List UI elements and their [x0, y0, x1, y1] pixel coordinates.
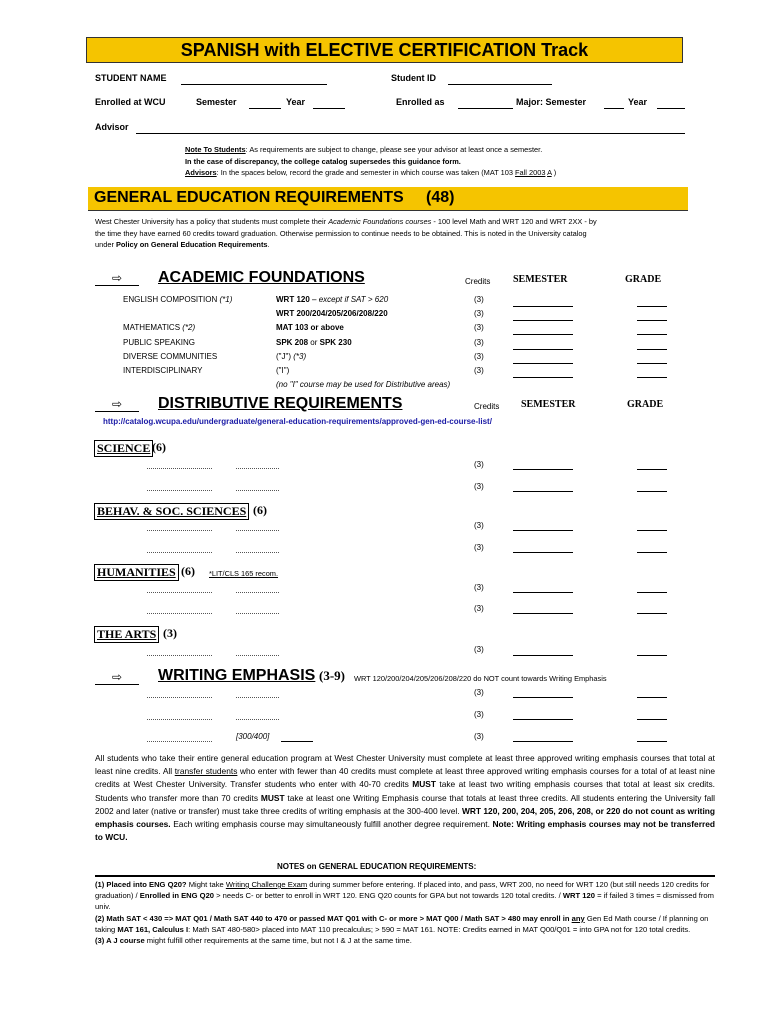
academic-semester-header: SEMESTER	[513, 274, 568, 285]
humanities-credits: (6)	[181, 564, 195, 578]
semester-field[interactable]	[249, 108, 281, 109]
semester-label: Semester	[196, 97, 237, 107]
semester-field[interactable]	[513, 363, 573, 364]
note-2-text: : Math SAT 480-580> placed into MAT 110 precalculus; > 590 = MAT 161. NOTE: Credits earned in MAT Q00/Q01 = into GPA not for 120 total credits.	[188, 924, 691, 934]
note-1-bold: Enrolled in ENG Q20	[139, 891, 215, 901]
writing-level: [300/400]	[236, 732, 270, 741]
semester-field[interactable]	[513, 306, 573, 307]
credits-value: (3)	[474, 710, 484, 719]
grade-field[interactable]	[637, 530, 667, 531]
note-2-any: any	[571, 913, 585, 923]
course-name: SPK 208	[276, 338, 309, 347]
credits-value: (3)	[474, 732, 484, 741]
semester-field[interactable]	[513, 719, 573, 720]
writing-emphasis-paragraph	[95, 752, 715, 844]
note-2-bold: MAT 161, Calculus I	[117, 924, 189, 934]
academic-row-course	[276, 352, 306, 361]
grade-field[interactable]	[637, 719, 667, 720]
gen-ed-credits: (48)	[426, 189, 455, 206]
arrow-right-icon: ⇨	[95, 670, 139, 685]
para-text: All students who take their entire general education program at West Chester University must complete at least three approved writing emphasis courses that total at least nine credits. All	[95, 753, 715, 777]
student-id-label: Student ID	[391, 73, 436, 83]
humanities-note-text: *LIT/CLS 165 recom.	[209, 569, 279, 578]
policy-under: under	[95, 240, 116, 249]
semester-field[interactable]	[513, 613, 573, 614]
major-semester-label: Major: Semester	[516, 97, 587, 107]
major-semester-field[interactable]	[604, 108, 624, 109]
semester-field[interactable]	[513, 741, 573, 742]
note-to-students-label: Note To Students	[185, 145, 246, 154]
major-year-label: Year	[628, 97, 648, 107]
academic-row-course: MAT 103 or above	[276, 323, 344, 332]
policy-text-a: West Chester University has a policy that students must complete their	[95, 217, 329, 226]
credits-value: (3)	[474, 604, 484, 613]
advisors-text: : In the spaces below, record the grade and semester in which course was taken (MAT 103	[216, 168, 513, 177]
humanities-text: HUMANITIES	[97, 565, 176, 579]
science-text: SCIENCE	[97, 441, 151, 455]
para-transfer: transfer students	[174, 766, 238, 777]
grade-field[interactable]	[637, 741, 667, 742]
writing-emphasis-title: WRITING EMPHASIS	[158, 667, 316, 684]
advisors-close: )	[553, 168, 557, 177]
grade-field[interactable]	[637, 377, 667, 378]
policy-name: Policy on General Education Requirements	[115, 240, 268, 249]
grade-field[interactable]	[637, 697, 667, 698]
policy-text-c: - 100 level Math and WRT 120 and WRT 2XX - by	[431, 217, 597, 226]
note-3-text: might fulfill other requirements at the same time, but not I & J at the same time.	[144, 936, 412, 946]
course-note: (*3)	[293, 352, 307, 361]
credits-value: (3)	[474, 521, 484, 530]
academic-grade-header: GRADE	[625, 274, 662, 285]
grade-field[interactable]	[637, 469, 667, 470]
course-name: WRT 120	[276, 295, 310, 304]
note-1-text: during summer before entering. If placed into, and pass, WRT 200, no need for WRT 120 (but still needs 120 credits for graduation) /	[95, 880, 710, 901]
notes-divider	[95, 875, 715, 877]
policy-period: .	[267, 240, 270, 249]
note-2-text: Gen Ed Math course / If planning on taking	[95, 913, 709, 934]
semester-field[interactable]	[513, 349, 573, 350]
note-1-bold: WRT 120	[562, 891, 595, 901]
student-name-field[interactable]	[181, 84, 327, 85]
grade-field[interactable]	[637, 552, 667, 553]
grade-field[interactable]	[637, 592, 667, 593]
academic-row-credits: (3)	[474, 366, 484, 375]
row-label-text: ENGLISH COMPOSITION	[123, 295, 218, 304]
academic-row-credits: (3)	[474, 323, 484, 332]
course-field[interactable]	[236, 697, 279, 698]
para-must: MUST	[260, 792, 285, 803]
course-field[interactable]	[147, 552, 212, 553]
note-3	[95, 935, 715, 946]
grade-field[interactable]	[637, 613, 667, 614]
science-label	[94, 440, 153, 457]
credits-value: (3)	[474, 482, 484, 491]
arts-label	[94, 626, 159, 643]
academic-footnote: (no "I" course may be used for Distributive areas)	[276, 380, 451, 389]
grade-field[interactable]	[637, 320, 667, 321]
advisors-note	[185, 168, 556, 177]
grade-field[interactable]	[637, 349, 667, 350]
course-list-url[interactable]: http://catalog.wcupa.edu/undergraduate/general-education-requirements/approved-gen-ed-course-list/	[103, 417, 492, 426]
course-field[interactable]	[236, 655, 279, 656]
course-or: or	[310, 338, 318, 347]
gen-ed-title: GENERAL EDUCATION REQUIREMENTS	[94, 189, 404, 206]
policy-line-1	[95, 217, 597, 226]
example-grade: A	[547, 168, 552, 177]
credits-value: (3)	[474, 543, 484, 552]
advisors-label: Advisors	[185, 168, 217, 177]
academic-row-course: ("I")	[276, 366, 290, 375]
course-field[interactable]	[147, 697, 212, 698]
behav-label	[94, 503, 249, 520]
semester-field[interactable]	[513, 592, 573, 593]
course-field[interactable]	[281, 741, 313, 742]
credits-value: (3)	[474, 583, 484, 592]
course-field[interactable]	[147, 592, 212, 593]
course-field[interactable]	[236, 719, 279, 720]
note-3-bold: course	[119, 936, 145, 946]
course-list-link[interactable]	[103, 417, 492, 426]
arrow-right-icon: ⇨	[95, 397, 139, 412]
policy-line-2: the time they have earned 60 credits toward graduation. Otherwise permission to continue needs to be obtained. This is noted in the University catalog	[95, 229, 587, 238]
semester-field[interactable]	[513, 491, 573, 492]
writing-emphasis-credits: (3-9)	[319, 668, 345, 683]
student-name-label: STUDENT NAME	[95, 73, 167, 83]
enrolled-at-label: Enrolled at WCU	[95, 97, 166, 107]
note-1-text: Might take	[186, 880, 226, 889]
academic-row-credits: (3)	[474, 295, 484, 304]
distributive-title: DISTRIBUTIVE REQUIREMENTS	[158, 395, 403, 412]
para-must: MUST	[412, 779, 436, 790]
semester-field[interactable]	[513, 552, 573, 553]
humanities-label	[94, 564, 179, 581]
credits-value: (3)	[474, 688, 484, 697]
gen-ed-banner	[88, 187, 688, 211]
grade-field[interactable]	[637, 334, 667, 335]
row-note: (*2)	[182, 323, 196, 332]
course-field[interactable]	[147, 613, 212, 614]
semester-field[interactable]	[513, 320, 573, 321]
arts-text: THE ARTS	[97, 627, 157, 641]
course-field[interactable]	[236, 530, 279, 531]
course-field[interactable]	[236, 490, 279, 491]
row-label-text: MATHEMATICS	[123, 323, 181, 332]
course-field[interactable]	[147, 655, 212, 656]
notes-list	[95, 879, 715, 946]
semester-field[interactable]	[513, 377, 573, 378]
student-id-field[interactable]	[448, 84, 552, 85]
course-field[interactable]	[236, 592, 279, 593]
course-field[interactable]	[147, 741, 212, 742]
note-1-lead: (1) Placed into ENG Q20?	[95, 880, 187, 889]
distributive-grade-header: GRADE	[627, 399, 664, 410]
course-field[interactable]	[236, 468, 279, 469]
distributive-semester-header: SEMESTER	[521, 399, 576, 410]
para-bold: Note: Writing emphasis courses may not be transferred to WCU.	[95, 819, 715, 843]
example-semester: Fall 2003	[515, 168, 546, 177]
academic-row-credits: (3)	[474, 309, 484, 318]
arts-credits: (3)	[163, 626, 177, 640]
row-note: (*1)	[219, 295, 233, 304]
semester-field[interactable]	[513, 697, 573, 698]
semester-field[interactable]	[513, 655, 573, 656]
credits-value: (3)	[474, 460, 484, 469]
note-1	[95, 879, 715, 913]
academic-row-credits: (3)	[474, 338, 484, 347]
student-name-row	[95, 73, 167, 83]
humanities-note	[209, 569, 278, 578]
writing-emphasis-note: WRT 120/200/204/205/206/208/220 do NOT count towards Writing Emphasis	[354, 674, 607, 683]
grade-field[interactable]	[637, 491, 667, 492]
academic-row-course: WRT 200/204/205/206/208/220	[276, 309, 388, 318]
course-field[interactable]	[236, 552, 279, 553]
notes-title: NOTES on GENERAL EDUCATION REQUIREMENTS:	[277, 862, 477, 871]
academic-foundations-title: ACADEMIC FOUNDATIONS	[158, 269, 365, 286]
major-year-field[interactable]	[657, 108, 685, 109]
academic-row-label: INTERDISCIPLINARY	[123, 366, 203, 375]
policy-text-b: Academic Foundations courses	[328, 217, 432, 226]
policy-line-3	[95, 240, 270, 249]
arrow-right-icon: ⇨	[95, 271, 139, 286]
academic-row-label: DIVERSE COMMUNITIES	[123, 352, 218, 361]
note-1-text: > needs C- or better to enroll in WRT 120. ENG Q20 counts for GPA but not towards 120 total credits. /	[214, 891, 563, 901]
title-banner	[86, 37, 683, 63]
course-field[interactable]	[147, 530, 212, 531]
semester-field[interactable]	[513, 334, 573, 335]
grade-field[interactable]	[637, 363, 667, 364]
academic-row-course	[276, 295, 388, 304]
para-bold: WRT 120, 200, 204, 205, 206, 208, or 220 do not count as writing emphasis courses.	[95, 805, 715, 830]
credits-value: (3)	[474, 645, 484, 654]
academic-row-credits: (3)	[474, 352, 484, 361]
course-field[interactable]	[147, 719, 212, 720]
note-2-lead: (2) Math SAT < 430 => MAT Q01 / Math SAT 440 to 470 or passed MAT Q01 with C- or more > MAT Q00 / Math SAT > 480 may enroll in	[95, 913, 572, 923]
distributive-credits-header: Credits	[474, 402, 500, 411]
note-1-exam: Writing Challenge Exam	[225, 880, 308, 889]
academic-credits-header: Credits	[465, 277, 491, 286]
grade-field[interactable]	[637, 655, 667, 656]
enrolled-as-field[interactable]	[458, 108, 513, 109]
discrepancy-note: In the case of discrepancy, the college catalog supersedes this guidance form.	[185, 157, 461, 166]
note-to-students-text: : As requirements are subject to change, please see your advisor at least once a semester.	[245, 145, 543, 154]
note-1-text: = if failed 3 times = dismissed from univ.	[95, 891, 714, 912]
academic-row-label: PUBLIC SPEAKING	[123, 338, 196, 347]
note-2	[95, 913, 715, 935]
advisor-label: Advisor	[95, 122, 129, 132]
note-to-students	[185, 145, 542, 154]
course-alt: SPK 230	[319, 338, 352, 347]
para-text: Each writing emphasis course may simultaneously fulfill another degree requirement.	[170, 819, 493, 830]
grade-field[interactable]	[637, 306, 667, 307]
year-field[interactable]	[313, 108, 345, 109]
note-3-lead: (3) A J	[95, 936, 120, 946]
page-title: SPANISH with ELECTIVE CERTIFICATION Track	[180, 40, 589, 60]
academic-row-label	[123, 295, 232, 304]
behav-credits: (6)	[253, 503, 267, 517]
year-label: Year	[286, 97, 306, 107]
semester-field[interactable]	[513, 469, 573, 470]
enrolled-as-label: Enrolled as	[396, 97, 445, 107]
para-text: who enter with fewer than 40 credits must complete at least three approved writing emphasis courses for a total of at least nine credits at West Chester University. Transfer students who enter with 40-70 credits	[95, 766, 716, 790]
semester-field[interactable]	[513, 530, 573, 531]
course-field[interactable]	[147, 468, 212, 469]
behav-text: BEHAV. & SOC. SCIENCES	[97, 504, 247, 518]
course-field[interactable]	[147, 490, 212, 491]
para-text: take at least two writing emphasis courses that total at least six credits. Students who transfer more than 70 credits	[95, 779, 716, 803]
course-field[interactable]	[236, 613, 279, 614]
academic-row-label	[123, 323, 195, 332]
academic-row-course	[276, 338, 352, 347]
science-credits: (6)	[152, 440, 166, 454]
para-text: take at least one Writing Emphasis course that totals at least three credits. All students entering the University fall 2002 and later (native or transfer) must take three credits of writing emphasis at the 300-400 level.	[95, 792, 715, 816]
course-note: – except if SAT > 620	[309, 295, 389, 304]
advisor-field[interactable]	[136, 133, 685, 134]
course-name: ("J")	[276, 352, 292, 361]
